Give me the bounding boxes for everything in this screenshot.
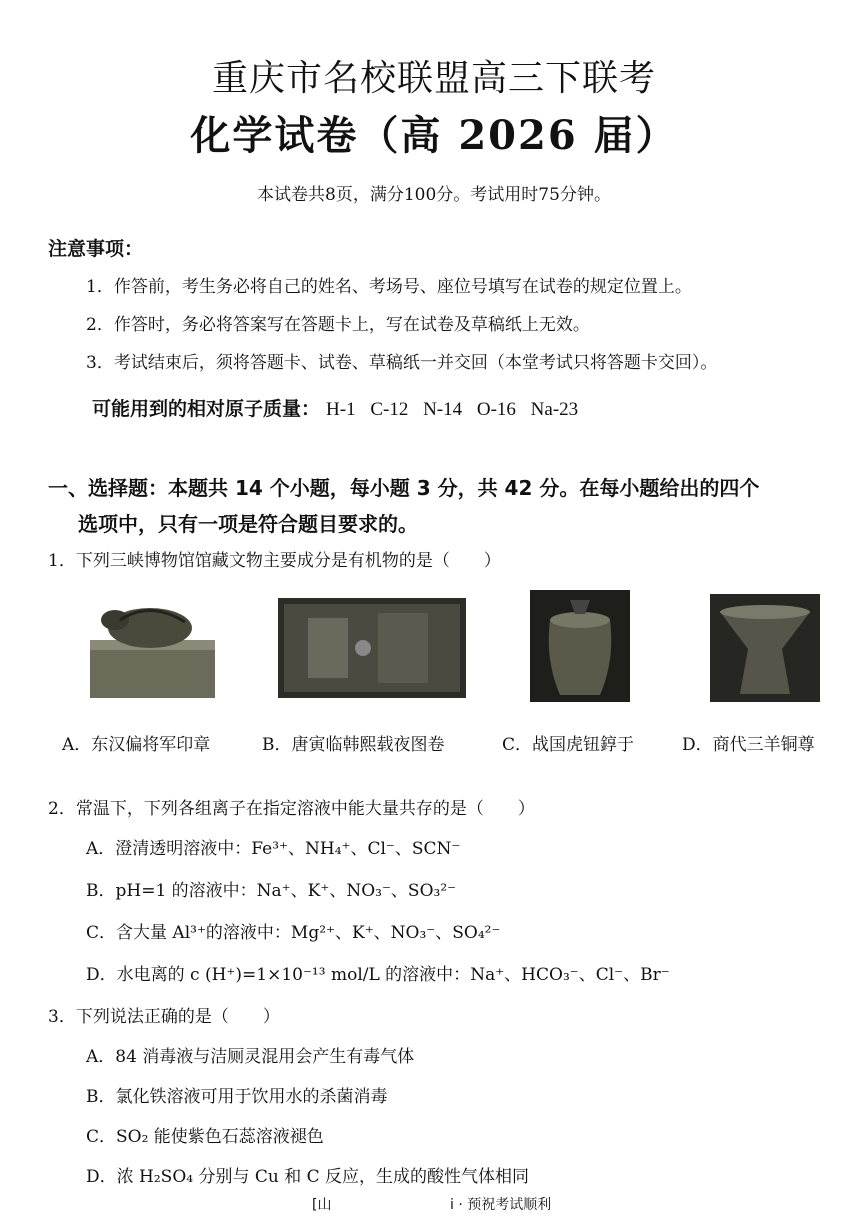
note-item: 2．作答时，务必将答案写在答题卡上，写在试卷及草稿纸上无效。 bbox=[86, 315, 590, 335]
section-heading: 一、选择题：本题共 14 个小题，每小题 3 分，共 42 分。在每小题给出的四个 bbox=[48, 476, 760, 500]
q2-option-d bbox=[86, 960, 670, 985]
notes-heading: 注意事项： bbox=[48, 238, 144, 260]
q2-option-b-ions: Na⁺、K⁺、NO₃⁻、SO₃²⁻ bbox=[256, 881, 457, 901]
footer-left: [山 bbox=[312, 1197, 332, 1213]
q1-option-c: C．战国虎钮錞于 bbox=[502, 735, 635, 755]
artifact-images bbox=[0, 590, 868, 710]
atomic-mass-values: H-1 C-12 N-14 O-16 Na-23 bbox=[326, 399, 579, 420]
atomic-mass-line bbox=[92, 394, 578, 421]
question-3-stem: 3．下列说法正确的是（ ） bbox=[48, 1007, 280, 1027]
q2-option-a-ions: Fe³⁺、NH₄⁺、Cl⁻、SCN⁻ bbox=[251, 839, 461, 859]
seal-image bbox=[80, 590, 230, 706]
q3-option-b: B．氯化铁溶液可用于饮用水的杀菌消毒 bbox=[86, 1087, 388, 1107]
question-2-stem: 2．常温下，下列各组离子在指定溶液中能大量共存的是（ ） bbox=[48, 799, 535, 819]
scroll-painting-image bbox=[278, 598, 466, 698]
section-heading-cont: 选项中，只有一项是符合题目要求的。 bbox=[78, 512, 418, 536]
q2-option-c-label: C．含大量 Al³⁺的溶液中： bbox=[86, 923, 291, 943]
note-item: 1．作答前，考生务必将自己的姓名、考场号、座位号填写在试卷的规定位置上。 bbox=[86, 277, 692, 297]
question-1-stem: 1．下列三峡博物馆馆藏文物主要成分是有机物的是（ ） bbox=[48, 551, 501, 571]
q3-option-c: C．SO₂ 能使紫色石蕊溶液褪色 bbox=[86, 1127, 324, 1147]
exam-info: 本试卷共8页，满分100分。考试用时75分钟。 bbox=[257, 185, 611, 205]
bronze-zun-image bbox=[710, 594, 820, 702]
exam-title: 重庆市名校联盟高三下联考 bbox=[211, 58, 656, 99]
q3-option-d: D．浓 H₂SO₄ 分别与 Cu 和 C 反应，生成的酸性气体相同 bbox=[86, 1167, 530, 1187]
q2-option-c-ions: Mg²⁺、K⁺、NO₃⁻、SO₄²⁻ bbox=[290, 923, 501, 943]
q1-option-b: B．唐寅临韩熙载夜图卷 bbox=[262, 735, 445, 755]
q2-option-b bbox=[86, 876, 456, 901]
q1-option-d: D．商代三羊铜尊 bbox=[682, 735, 815, 755]
note-item: 3．考试结束后，须将答题卡、试卷、草稿纸一并交回（本堂考试只将答题卡交回）。 bbox=[86, 353, 718, 373]
bronze-chunyu-image bbox=[530, 590, 630, 702]
footer-right: i · 预祝考试顺利 bbox=[450, 1197, 552, 1213]
q1-option-a: A．东汉偏将军印章 bbox=[62, 735, 211, 755]
exam-subject-title: 化学试卷（高 2026 届） bbox=[190, 112, 678, 159]
q2-option-a bbox=[86, 834, 460, 859]
q3-option-a: A．84 消毒液与洁厕灵混用会产生有毒气体 bbox=[86, 1047, 415, 1067]
q2-option-d-ions: Na⁺、HCO₃⁻、Cl⁻、Br⁻ bbox=[470, 965, 670, 985]
q2-option-a-label: A．澄清透明溶液中： bbox=[86, 839, 252, 859]
q2-option-b-label: B．pH=1 的溶液中： bbox=[86, 881, 257, 901]
q2-option-d-label: D．水电离的 c (H⁺)=1×10⁻¹³ mol/L 的溶液中： bbox=[86, 965, 471, 985]
atomic-mass-label: 可能用到的相对原子质量： bbox=[92, 398, 321, 420]
q2-option-c bbox=[86, 918, 500, 943]
